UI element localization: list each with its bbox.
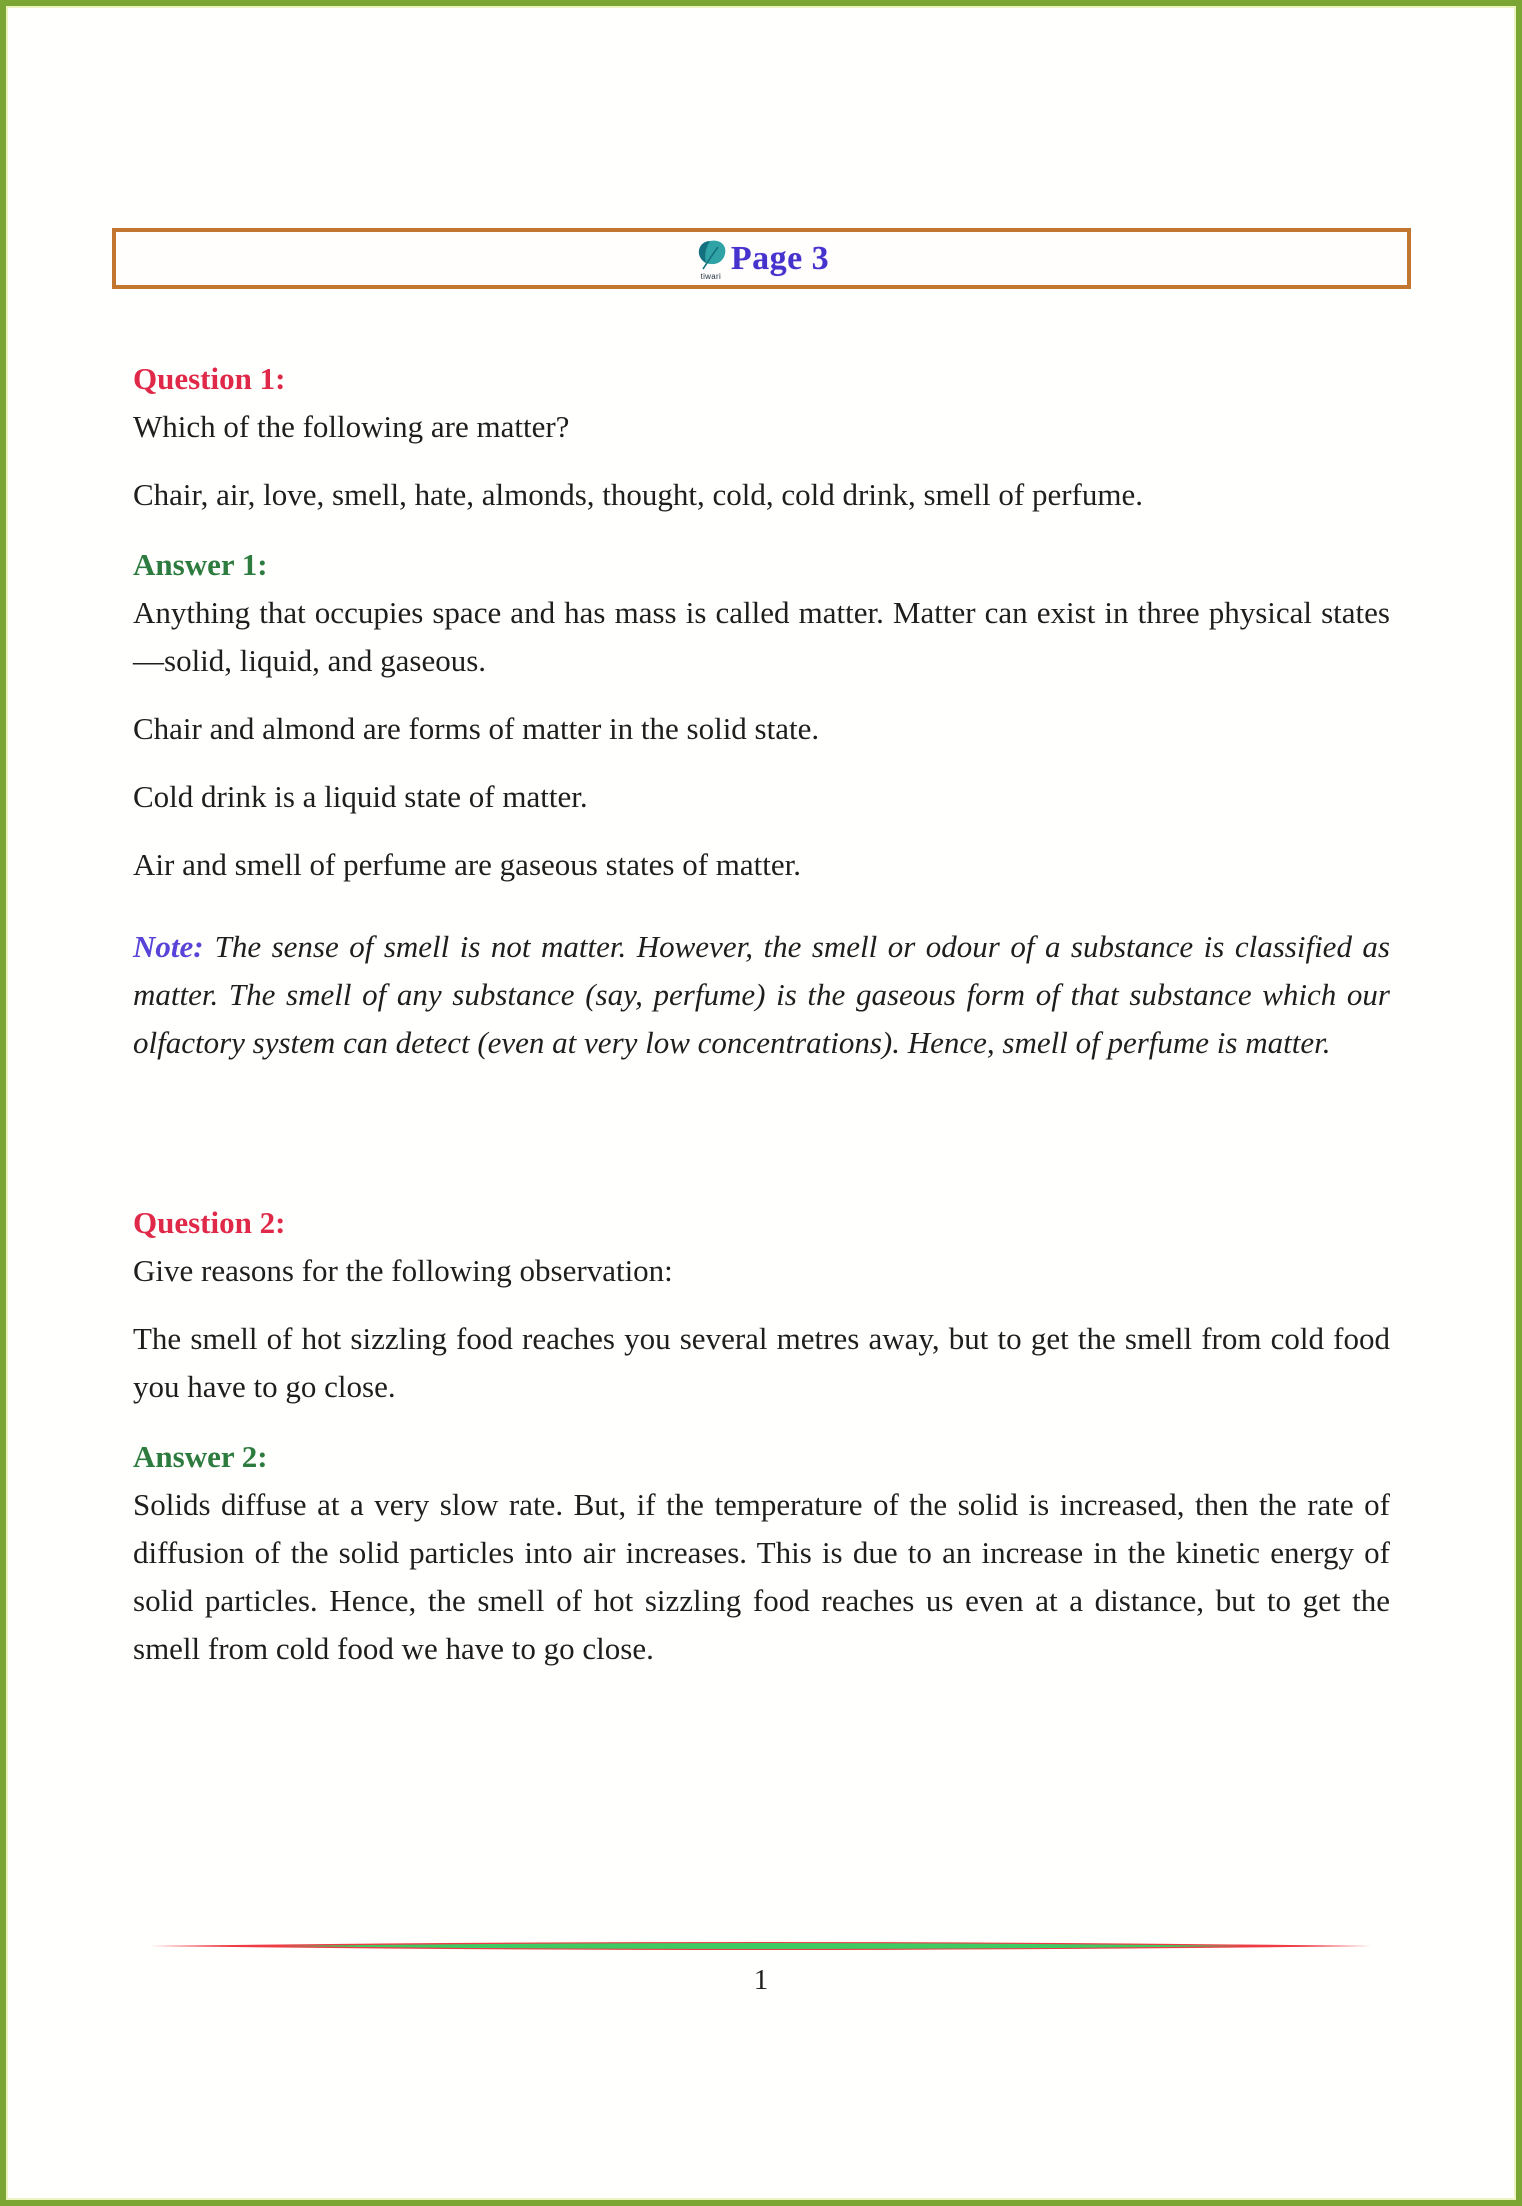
question-2-text: Give reasons for the following observation:	[133, 1253, 673, 1288]
note-paragraph	[133, 923, 1390, 1067]
note-text: The sense of smell is not matter. However, the smell or odour of a substance is classified as matter. The smell of any substance (say, perfume) is the gaseous form of that substance which our olfactory system can detect (even at very low concentrations). Hence, smell of perfume is matter.	[133, 929, 1390, 1060]
page-header-box	[112, 228, 1411, 289]
answer-1-paragraph: Chair and almond are forms of matter in the solid state.	[133, 711, 820, 746]
logo-wordmark: tiwari	[700, 271, 722, 281]
answer-1-paragraph: Air and smell of perfume are gaseous states of matter.	[133, 847, 801, 882]
page-number: 1	[753, 1964, 769, 1996]
page-title: Page 3	[730, 239, 830, 277]
question-2-observation: The smell of hot sizzling food reaches you several metres away, but to get the smell from cold food you have to go close.	[133, 1321, 1390, 1404]
answer-2-heading: Answer 2:	[133, 1439, 268, 1474]
answer-1-heading: Answer 1:	[133, 547, 268, 582]
question-2-heading: Question 2:	[133, 1205, 286, 1240]
question-1-heading: Question 1:	[133, 361, 286, 396]
tiwari-academy-logo-icon	[694, 239, 728, 281]
page-content	[6, 355, 1516, 1673]
answer-1-paragraph: Cold drink is a liquid state of matter.	[133, 779, 588, 814]
question-1-text: Which of the following are matter?	[133, 409, 570, 444]
answer-1-paragraph: Anything that occupies space and has mass is called matter. Matter can exist in three physical states—solid, liquid, and gaseous.	[133, 595, 1390, 678]
answer-2-paragraph: Solids diffuse at a very slow rate. But, if the temperature of the solid is increased, then the rate of diffusion of the solid particles into air increases. This is due to an increase in the kinetic energy of solid particles. Hence, the smell of hot sizzling food reaches us even at a distance, but to get the smell from cold food we have to go close.	[133, 1487, 1390, 1666]
note-label: Note:	[133, 929, 204, 964]
question-1-items: Chair, air, love, smell, hate, almonds, thought, cold, cold drink, smell of perfume.	[133, 477, 1143, 512]
footer-divider-ornament	[150, 1939, 1372, 1953]
